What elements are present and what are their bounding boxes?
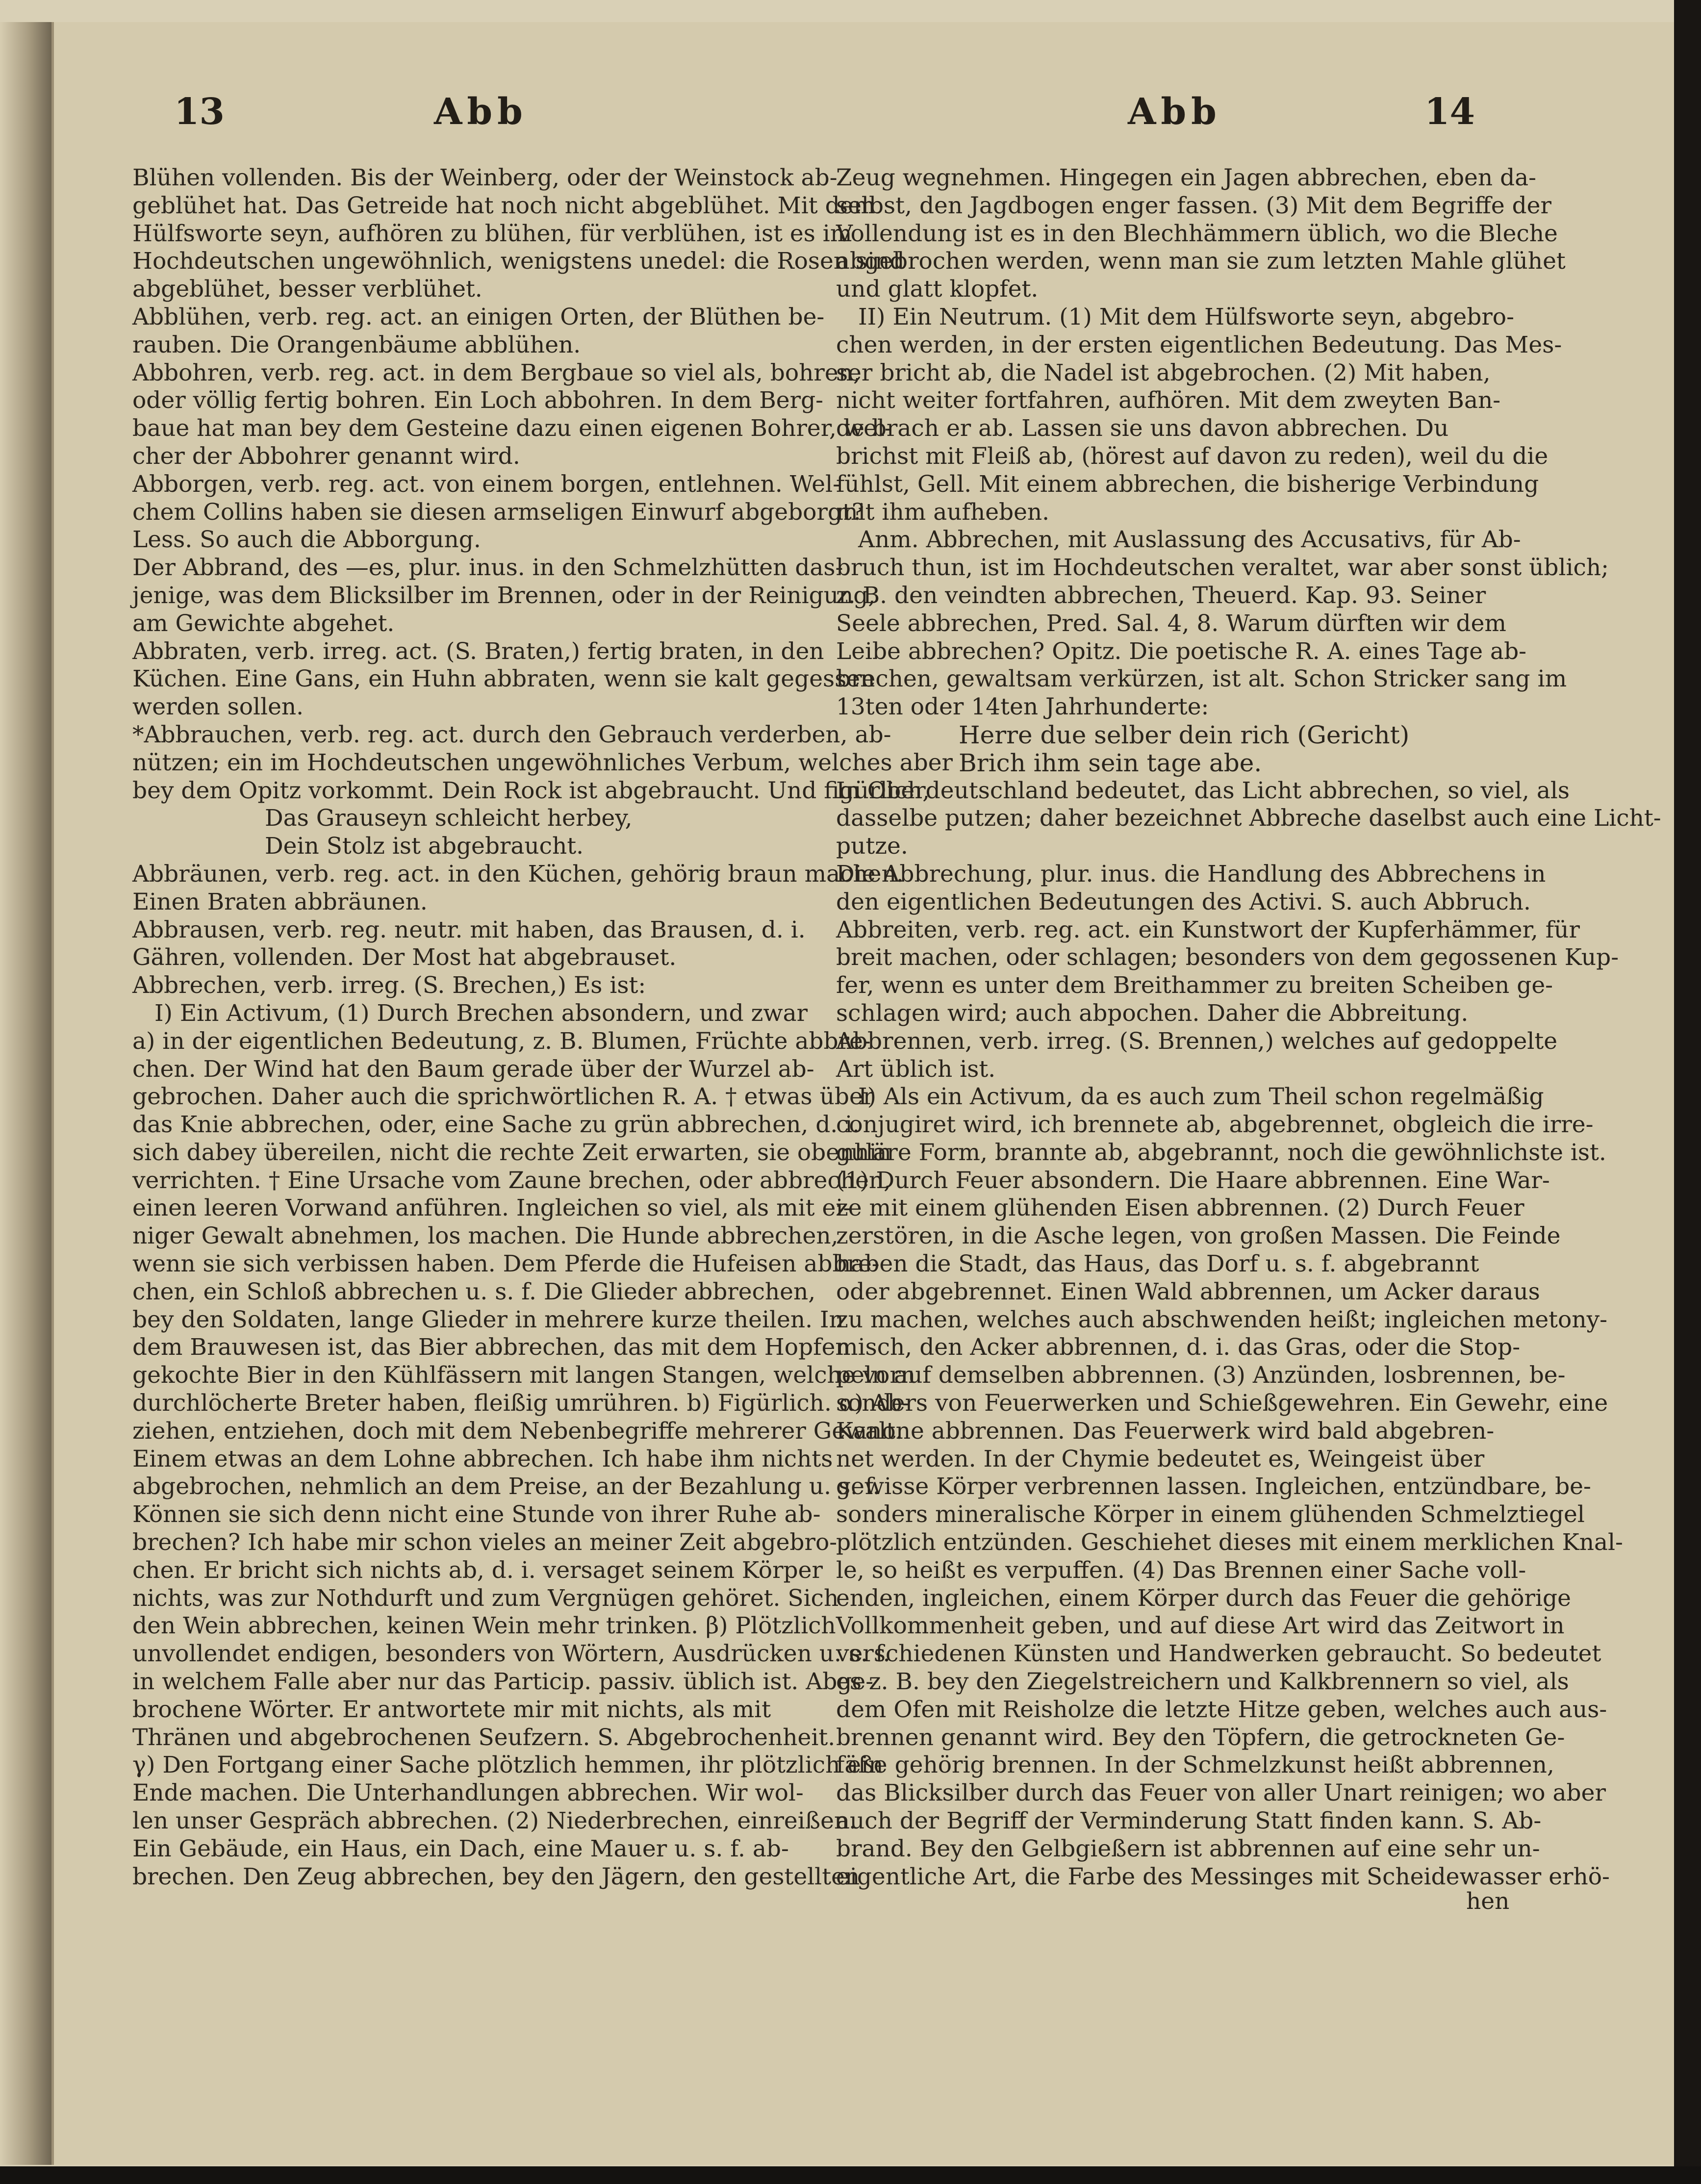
text-line: Abbrausen, verb. reg. neutr. mit haben, das Brausen, d. i. [132, 916, 806, 943]
text-line: Leibe abbrechen? Opitz. Die poetische R. A. eines Tage ab- [836, 637, 1527, 665]
text-line: durchlöcherte Breter haben, fleißig umrühren. b) Figürlich. α) Ab- [132, 1390, 910, 1417]
text-line: Seele abbrechen, Pred. Sal. 4, 8. Warum dürften wir dem [836, 609, 1506, 637]
text-line: Dein Stolz ist abgebraucht. [265, 833, 584, 860]
book-spine [0, 22, 51, 2165]
text-line: niger Gewalt abnehmen, los machen. Die Hunde abbrechen, [132, 1222, 838, 1250]
text-line: schlagen wird; auch abpochen. Daher die Abbreitung. [836, 999, 1469, 1027]
text-line: Hülfsworte seyn, aufhören zu blühen, für verblühen, ist es im [132, 220, 852, 247]
text-line: verrichten. † Eine Ursache vom Zaune brechen, oder abbrechen, [132, 1167, 891, 1194]
text-line: rauben. Die Orangenbäume abblühen. [132, 331, 581, 358]
text-line: unvollendet endigen, besonders von Wörtern, Ausdrücken u. s. f. [132, 1640, 890, 1668]
text-line: chen. Er bricht sich nichts ab, d. i. versaget seinem Körper [132, 1556, 823, 1584]
text-line: Less. So auch die Abborgung. [132, 526, 481, 554]
text-line: Küchen. Eine Gans, ein Huhn abbraten, wenn sie kalt gegessen [132, 665, 875, 693]
text-line: Das Grauseyn schleicht herbey, [265, 805, 633, 832]
text-line: Zeug wegnehmen. Hingegen ein Jagen abbrechen, eben da- [836, 164, 1537, 191]
text-line: *Abbrauchen, verb. reg. act. durch den Gebrauch verderben, ab- [132, 721, 891, 748]
text-line: (1) Durch Feuer absondern. Die Haare abbrennen. Eine War- [836, 1167, 1550, 1194]
text-line: bey den Soldaten, lange Glieder in mehrere kurze theilen. In [132, 1306, 844, 1333]
text-line: dem Ofen mit Reisholze die letzte Hitze geben, welches auch aus- [836, 1696, 1607, 1723]
text-line: Thränen und abgebrochenen Seufzern. S. Abgebrochenheit. [132, 1724, 836, 1751]
text-line: zerstören, in die Asche legen, von großen Massen. Die Feinde [836, 1222, 1561, 1250]
text-line: Abbrennen, verb. irreg. (S. Brennen,) welches auf gedoppelte [836, 1027, 1558, 1055]
text-line: z. B. den veindten abbrechen, Theuerd. Kap. 93. Seiner [836, 582, 1486, 609]
text-line: breit machen, oder schlagen; besonders von dem gegossenen Kup- [836, 944, 1619, 971]
text-line: I) Als ein Activum, da es auch zum Theil schon regelmäßig [858, 1083, 1544, 1111]
text-line: gewisse Körper verbrennen lassen. Ingleichen, entzündbare, be- [836, 1473, 1591, 1500]
text-line: sonders von Feuerwerken und Schießgewehren. Ein Gewehr, eine [836, 1390, 1608, 1417]
text-line: sonders mineralische Körper in einem glühenden Schmelztiegel [836, 1501, 1585, 1528]
text-line: es z. B. bey den Ziegelstreichern und Kalkbrennern so viel, als [836, 1668, 1569, 1696]
text-line: le, so heißt es verpuffen. (4) Das Brennen einer Sache voll- [836, 1556, 1526, 1584]
text-line: brochene Wörter. Er antwortete mir mit nichts, als mit [132, 1696, 771, 1723]
text-line: cher der Abbohrer genannt wird. [132, 442, 520, 470]
text-line: chen. Der Wind hat den Baum gerade über der Wurzel ab- [132, 1055, 814, 1083]
text-line: nicht weiter fortfahren, aufhören. Mit dem zweyten Ban- [836, 387, 1501, 414]
text-line: ziehen, entziehen, doch mit dem Nebenbegriffe mehrerer Gewalt. [132, 1417, 903, 1445]
text-line: ze mit einem glühenden Eisen abbrennen. (2) Durch Feuer [836, 1194, 1524, 1222]
text-line: Vollkommenheit geben, und auf diese Art wird das Zeitwort in [836, 1612, 1565, 1640]
text-line: Anm. Abbrechen, mit Auslassung des Accusativs, für Ab- [858, 526, 1521, 554]
text-line: abgebrochen werden, wenn man sie zum letzten Mahle glühet [836, 248, 1566, 275]
text-line: plötzlich entzünden. Geschiehet dieses mit einem merklichen Knal- [836, 1529, 1623, 1556]
text-line: Ende machen. Die Unterhandlungen abbrechen. Wir wol- [132, 1779, 804, 1807]
text-line: guläre Form, brannte ab, abgebrannt, noch die gewöhnlichste ist. [836, 1139, 1606, 1166]
text-line: chem Collins haben sie diesen armseligen Einwurf abgeborgt? [132, 498, 864, 526]
text-line: putze. [836, 833, 908, 860]
text-line: Abbohren, verb. reg. act. in dem Bergbaue so viel als, bohren, [132, 359, 861, 386]
text-line: nichts, was zur Nothdurft und zum Vergnügen gehöret. Sich [132, 1584, 839, 1612]
text-line: Brich ihm sein tage abe. [959, 748, 1262, 777]
text-line: bey dem Opitz vorkommt. Dein Rock ist abgebraucht. Und figürlich, [132, 777, 930, 804]
text-line: Gähren, vollenden. Der Most hat abgebrauset. [132, 944, 677, 971]
text-line: chen werden, in der ersten eigentlichen Bedeutung. Das Mes- [836, 331, 1562, 358]
text-line: In Oberdeutschland bedeutet, das Licht abbrechen, so viel, als [836, 777, 1570, 804]
text-line: oder völlig fertig bohren. Ein Loch abbohren. In dem Berg- [132, 387, 824, 414]
text-line: in welchem Falle aber nur das Particip. passiv. üblich ist. Abge- [132, 1668, 874, 1696]
text-line: baue hat man bey dem Gesteine dazu einen eigenen Bohrer, wel- [132, 415, 892, 442]
text-line: Abblühen, verb. reg. act. an einigen Orten, der Blüthen be- [132, 303, 825, 330]
text-line: Herre due selber dein rich (Gericht) [959, 720, 1410, 749]
scan-border-right [1674, 0, 1701, 2184]
text-line: das Blicksilber durch das Feuer von aller Unart reinigen; wo aber [836, 1779, 1606, 1807]
text-line: dasselbe putzen; daher bezeichnet Abbreche daselbst auch eine Licht- [836, 805, 1661, 832]
text-line: fühlst, Gell. Mit einem abbrechen, die bisherige Verbindung [836, 470, 1539, 498]
text-line: Abbraten, verb. irreg. act. (S. Braten,) fertig braten, in den [132, 637, 824, 665]
text-line: am Gewichte abgehet. [132, 609, 395, 637]
text-line: abgeblühet, besser verblühet. [132, 276, 482, 303]
text-line: brand. Bey den Gelbgießern ist abbrennen auf eine sehr un- [836, 1835, 1540, 1862]
text-line: Vollendung ist es in den Blechhämmern üblich, wo die Bleche [836, 220, 1558, 247]
text-line: γ) Den Fortgang einer Sache plötzlich hemmen, ihr plötzlich ein [132, 1752, 884, 1779]
text-line: Abbreiten, verb. reg. act. ein Kunstwort der Kupferhämmer, für [836, 916, 1580, 943]
text-line: zu machen, welches auch abschwenden heißt; ingleichen metony- [836, 1306, 1608, 1333]
text-line: misch, den Acker abbrennen, d. i. das Gras, oder die Stop- [836, 1334, 1521, 1361]
text-line: abgebrochen, nehmlich an dem Preise, an der Bezahlung u. s. f. [132, 1473, 880, 1500]
text-line: a) in der eigentlichen Bedeutung, z. B. Blumen, Früchte abbre- [132, 1027, 871, 1055]
text-line: den Wein abbrechen, keinen Wein mehr trinken. β) Plötzlich [132, 1612, 836, 1640]
text-line: net werden. In der Chymie bedeutet es, Weingeist über [836, 1445, 1485, 1473]
text-line: ser bricht ab, die Nadel ist abgebrochen. (2) Mit haben, [836, 359, 1491, 386]
text-line: chen, ein Schloß abbrechen u. s. f. Die Glieder abbrechen, [132, 1278, 816, 1305]
text-line: Hochdeutschen ungewöhnlich, wenigstens unedel: die Rosen sind [132, 248, 905, 275]
text-line: dem Brauwesen ist, das Bier abbrechen, das mit dem Hopfen [132, 1334, 850, 1361]
text-line: sich dabey übereilen, nicht die rechte Zeit erwarten, sie obenhin [132, 1139, 891, 1166]
text-line: brechen. Den Zeug abbrechen, bey den Jägern, den gestellten [132, 1863, 860, 1890]
text-line: Art üblich ist. [836, 1055, 996, 1083]
text-line: enden, ingleichen, einem Körper durch das Feuer die gehörige [836, 1584, 1571, 1612]
text-line: gekochte Bier in den Kühlfässern mit langen Stangen, welche vorn [132, 1362, 916, 1389]
text-line: brechen, gewaltsam verkürzen, ist alt. Schon Stricker sang im [836, 665, 1567, 693]
text-line: verschiedenen Künsten und Handwerken gebraucht. So bedeutet [836, 1640, 1601, 1668]
text-line: fer, wenn es unter dem Breithammer zu breiten Scheiben ge- [836, 972, 1553, 999]
text-line: Einem etwas an dem Lohne abbrechen. Ich habe ihm nichts [132, 1445, 833, 1473]
text-line: Einen Braten abbräunen. [132, 888, 428, 915]
text-line: brechen? Ich habe mir schon vieles an meiner Zeit abgebro- [132, 1529, 838, 1556]
text-line: oder abgebrennet. Einen Wald abbrennen, um Acker daraus [836, 1278, 1540, 1305]
text-line: de brach er ab. Lassen sie uns davon abbrechen. Du [836, 415, 1449, 442]
text-line: bruch thun, ist im Hochdeutschen veraltet, war aber sonst üblich; [836, 554, 1609, 582]
text-line: II) Ein Neutrum. (1) Mit dem Hülfsworte seyn, abgebro- [858, 303, 1514, 330]
text-line: geblühet hat. Das Getreide hat noch nicht abgeblühet. Mit dem [132, 192, 876, 219]
text-line: auch der Begriff der Verminderung Statt finden kann. S. Ab- [836, 1807, 1542, 1835]
running-headword-right: Abb [1128, 91, 1221, 133]
page-number-right: 14 [1424, 91, 1475, 133]
scan-border-bottom [0, 2166, 1701, 2184]
text-line: 13ten oder 14ten Jahrhunderte: [836, 693, 1209, 721]
text-line: wenn sie sich verbissen haben. Dem Pferde die Hufeisen abbre- [132, 1250, 880, 1278]
text-line: Abbräunen, verb. reg. act. in den Küchen, gehörig braun machen. [132, 860, 904, 888]
text-line: haben die Stadt, das Haus, das Dorf u. s. f. abgebrannt [836, 1250, 1479, 1278]
text-line: Können sie sich denn nicht eine Stunde von ihrer Ruhe ab- [132, 1501, 821, 1528]
text-line: den eigentlichen Bedeutungen des Activi. S. auch Abbruch. [836, 888, 1531, 915]
text-line: len unser Gespräch abbrechen. (2) Niederbrechen, einreißen. [132, 1807, 857, 1835]
text-line: conjugiret wird, ich brennete ab, abgebrennet, obgleich die irre- [836, 1111, 1594, 1139]
text-line: brennen genannt wird. Bey den Töpfern, die getrockneten Ge- [836, 1724, 1565, 1751]
right-text-column [836, 164, 1661, 1891]
text-line: nützen; ein im Hochdeutschen ungewöhnliches Verbum, welches aber [132, 749, 953, 776]
text-line: Blühen vollenden. Bis der Weinberg, oder der Weinstock ab- [132, 164, 838, 191]
running-headword-left: Abb [434, 91, 528, 133]
text-line: einen leeren Vorwand anführen. Ingleichen so viel, als mit ei- [132, 1194, 851, 1222]
text-line: selbst, den Jagdbogen enger fassen. (3) Mit dem Begriffe der [836, 192, 1551, 219]
text-line: eigentliche Art, die Farbe des Messinges mit Scheidewasser erhö- [836, 1863, 1610, 1890]
text-line: Abborgen, verb. reg. act. von einem borgen, entlehnen. Wel- [132, 470, 841, 498]
page-number-left: 13 [174, 91, 225, 133]
text-line: brichst mit Fleiß ab, (hörest auf davon zu reden), weil du die [836, 442, 1549, 470]
catchword: hen [1466, 1888, 1510, 1915]
text-line: Der Abbrand, des —es, plur. inus. in den Schmelzhütten das- [132, 554, 843, 582]
text-line: und glatt klopfet. [836, 276, 1039, 303]
text-line: I) Ein Activum, (1) Durch Brechen absondern, und zwar [154, 999, 808, 1027]
text-line: Die Abbrechung, plur. inus. die Handlung des Abbrechens in [836, 860, 1546, 888]
text-line: fäße gehörig brennen. In der Schmelzkunst heißt abbrennen, [836, 1752, 1554, 1779]
text-line: Abbrechen, verb. irreg. (S. Brechen,) Es ist: [132, 972, 646, 999]
text-line: peln auf demselben abbrennen. (3) Anzünden, losbrennen, be- [836, 1362, 1566, 1389]
text-line: gebrochen. Daher auch die sprichwörtlichen R. A. † etwas über [132, 1083, 874, 1111]
text-line: das Knie abbrechen, oder, eine Sache zu grün abbrechen, d. i. [132, 1111, 860, 1139]
text-line: mit ihm aufheben. [836, 498, 1050, 526]
text-line: Kanone abbrennen. Das Feuerwerk wird bald abgebren- [836, 1417, 1495, 1445]
text-line: Ein Gebäude, ein Haus, ein Dach, eine Mauer u. s. f. ab- [132, 1835, 789, 1862]
text-line: werden sollen. [132, 693, 304, 721]
text-line: jenige, was dem Blicksilber im Brennen, oder in der Reinigung, [132, 582, 876, 609]
